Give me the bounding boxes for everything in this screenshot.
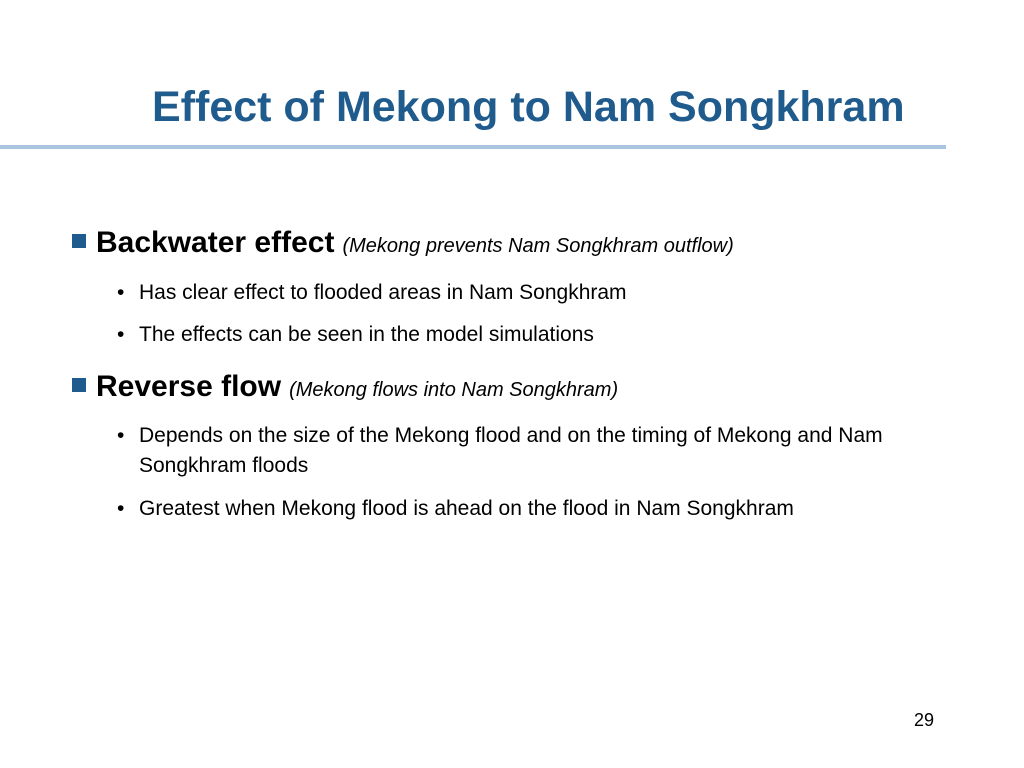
section-heading: Backwater effect [96,226,335,259]
bullet-dot-icon: • [117,281,125,304]
sub-bullet-text: Depends on the size of the Mekong flood and on the timing of Mekong and Nam Songkhram floods [139,424,883,477]
sub-bullet-text: Has clear effect to flooded areas in Nam Songkhram [139,281,627,304]
section-note: (Mekong prevents Nam Songkhram outflow) [342,235,734,257]
square-bullet-icon [72,378,86,392]
bullet-dot-icon: • [117,323,125,346]
section-note: (Mekong flows into Nam Songkhram) [289,379,619,401]
bullet-dot-icon: • [117,424,125,447]
sub-bullet [117,320,969,350]
sub-bullet [117,421,969,481]
slide-title: Effect of Mekong to Nam Songkhram [152,83,905,131]
page-number: 29 [914,710,935,730]
sub-bullet-text: The effects can be seen in the model simulations [139,323,594,346]
bullet-dot-icon: • [117,497,125,520]
sub-bullet [117,278,969,308]
section-reverse-flow [72,370,618,405]
title-underline [0,145,946,149]
sub-bullet-text: Greatest when Mekong flood is ahead on the flood in Nam Songkhram [139,497,794,520]
section-backwater [72,226,734,261]
square-bullet-icon [72,234,86,248]
section-heading: Reverse flow [96,370,282,403]
sub-bullet [117,494,969,524]
